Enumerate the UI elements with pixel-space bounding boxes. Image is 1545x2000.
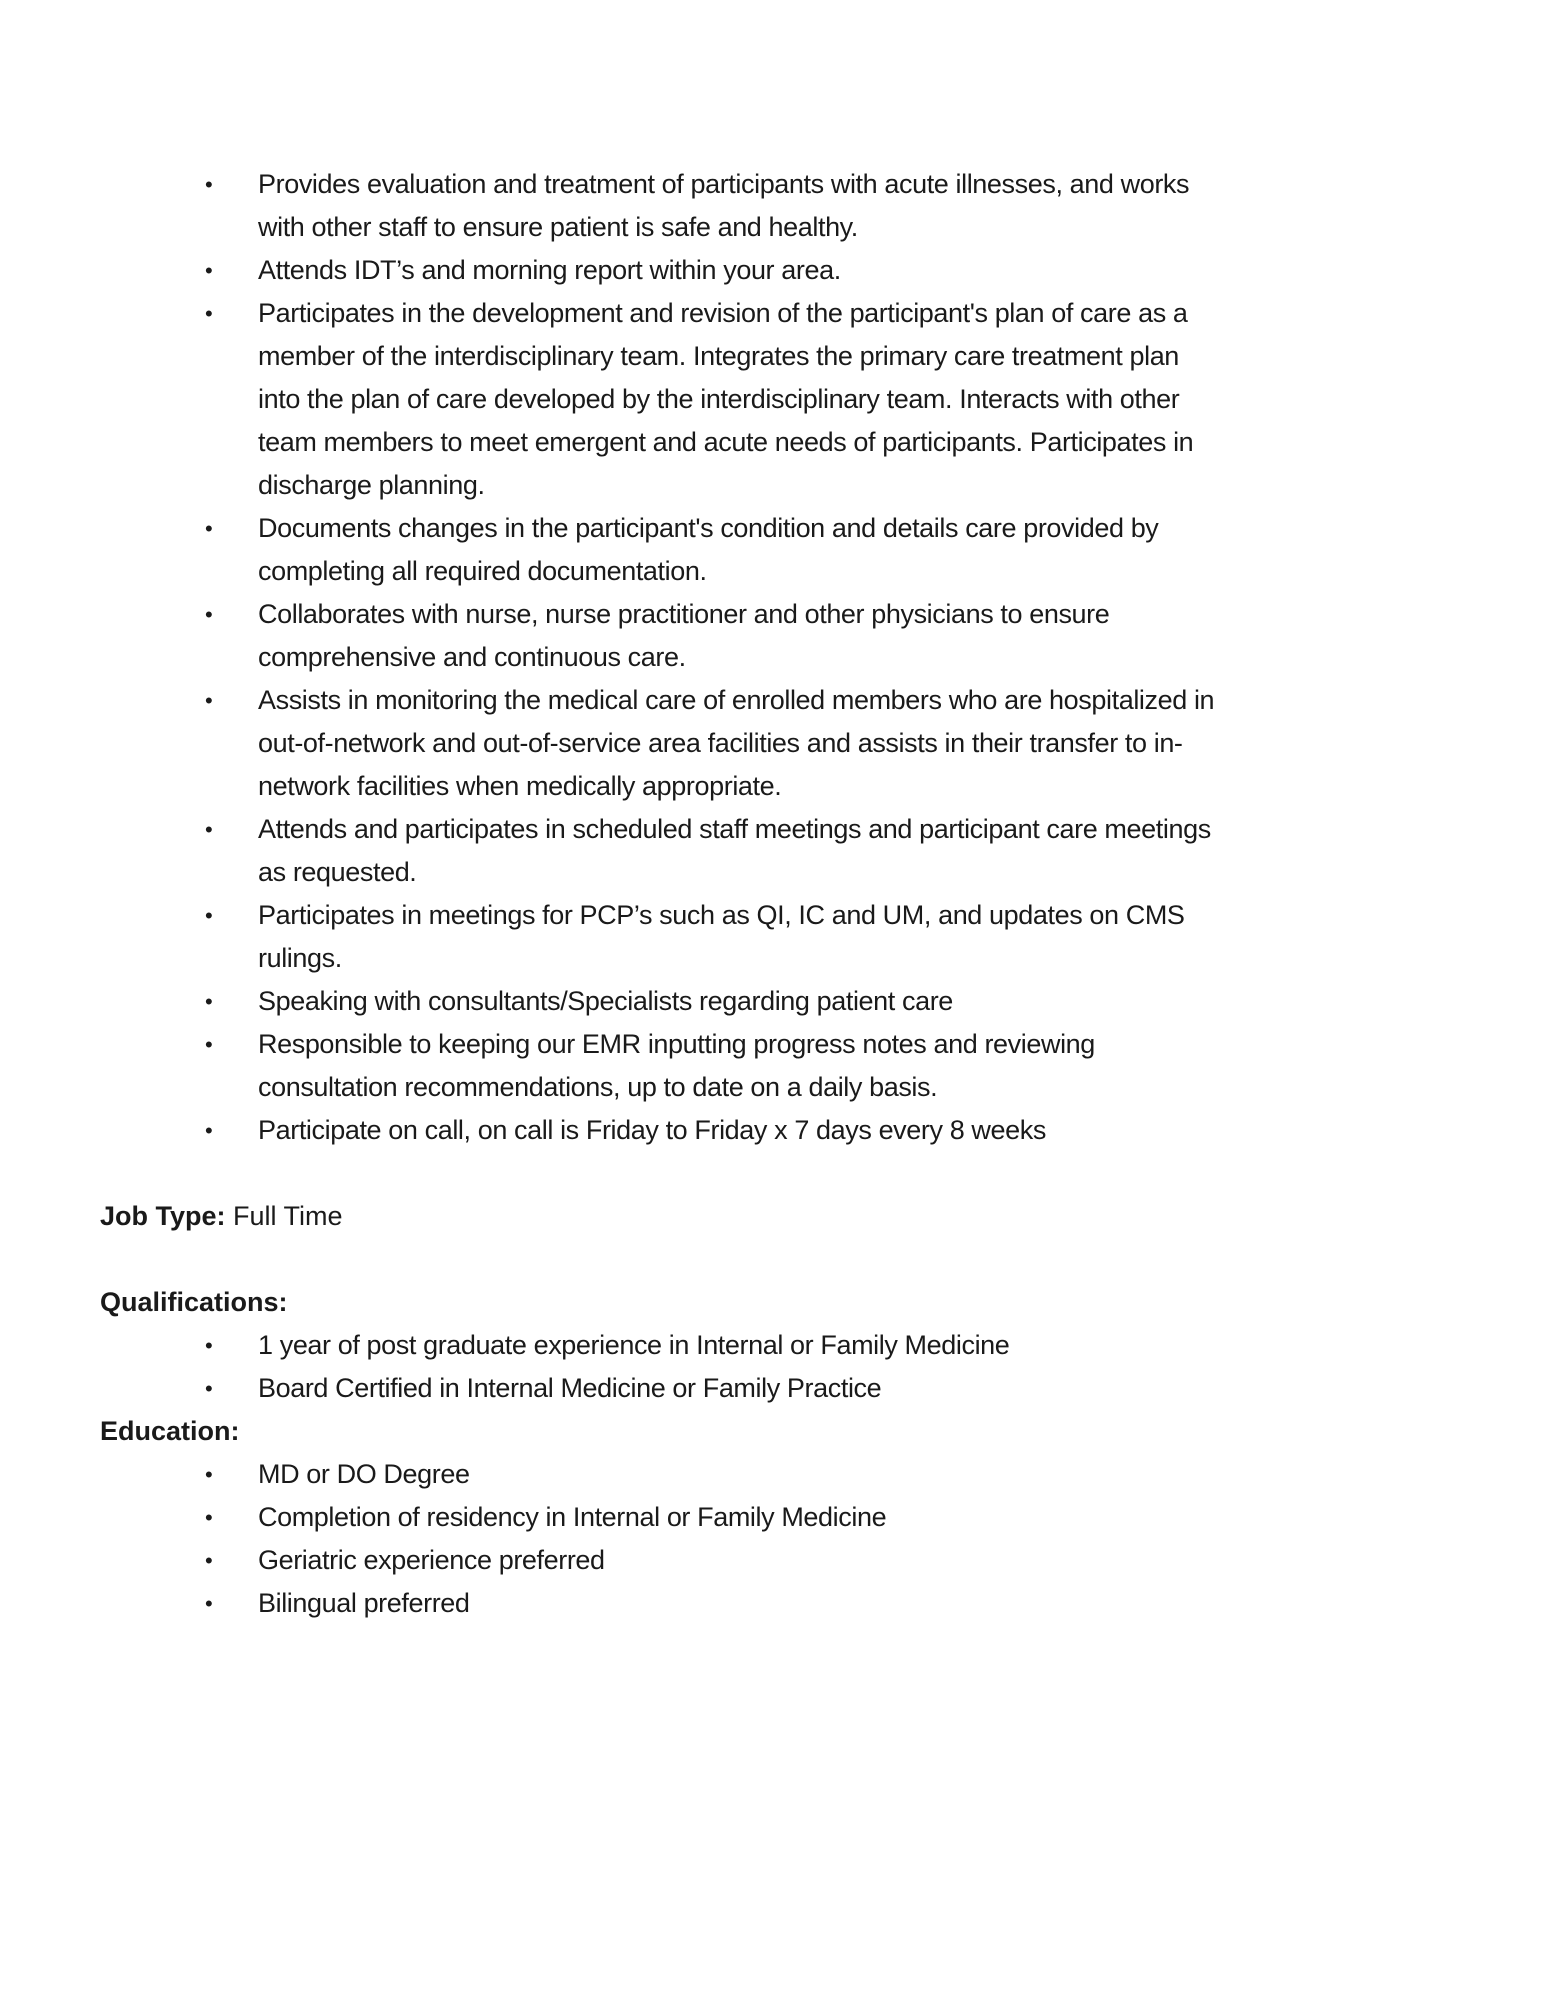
list-item-text: Assists in monitoring the medical care of enrolled members who are hospitalized in: [258, 685, 1215, 715]
responsibilities-list: [0, 163, 1545, 1152]
list-item-text: team members to meet emergent and acute needs of participants. Participates in: [258, 427, 1194, 457]
list-item-text: completing all required documentation.: [258, 556, 707, 586]
list-item-text: Responsible to keeping our EMR inputting progress notes and reviewing: [258, 1029, 1095, 1059]
list-item-text: 1 year of post graduate experience in Internal or Family Medicine: [258, 1330, 1010, 1360]
list-item: [0, 593, 1545, 679]
list-item-text: Participates in the development and revision of the participant's plan of care as a: [258, 298, 1188, 328]
list-item: [0, 1496, 1545, 1539]
list-item-text: Collaborates with nurse, nurse practitioner and other physicians to ensure: [258, 599, 1110, 629]
list-item-text: MD or DO Degree: [258, 1459, 470, 1489]
bullet-icon: •: [205, 172, 213, 197]
bullet-icon: •: [205, 1505, 213, 1530]
bullet-icon: •: [205, 602, 213, 627]
list-item-text: Board Certified in Internal Medicine or Family Practice: [258, 1373, 882, 1403]
document-page: [0, 163, 1545, 1625]
list-item-text: out-of-network and out-of-service area facilities and assists in their transfer to in-: [258, 728, 1183, 758]
education-heading: [100, 1410, 1545, 1453]
list-item: [0, 808, 1545, 894]
list-item-text: Documents changes in the participant's condition and details care provided by: [258, 513, 1159, 543]
list-item: [0, 292, 1545, 507]
list-item-text: Attends and participates in scheduled staff meetings and participant care meetings: [258, 814, 1211, 844]
list-item-text: Bilingual preferred: [258, 1588, 470, 1618]
bullet-icon: •: [205, 817, 213, 842]
qualifications-heading: [100, 1281, 1545, 1324]
list-item: [0, 1367, 1545, 1410]
list-item-text: Geriatric experience preferred: [258, 1545, 605, 1575]
list-item: [0, 507, 1545, 593]
list-item-text: Speaking with consultants/Specialists regarding patient care: [258, 986, 953, 1016]
list-item: [0, 1582, 1545, 1625]
list-item-text: rulings.: [258, 943, 342, 973]
list-item: [0, 894, 1545, 980]
bullet-icon: •: [205, 1548, 213, 1573]
list-item-text: Provides evaluation and treatment of participants with acute illnesses, and works: [258, 169, 1190, 199]
job-type-label: Job Type:: [100, 1201, 226, 1231]
list-item-text: Attends IDT’s and morning report within your area.: [258, 255, 841, 285]
list-item: [0, 1324, 1545, 1367]
list-item-text: Completion of residency in Internal or Family Medicine: [258, 1502, 887, 1532]
list-item: [0, 1453, 1545, 1496]
list-item-text: consultation recommendations, up to date on a daily basis.: [258, 1072, 938, 1102]
bullet-icon: •: [205, 1333, 213, 1358]
list-item: [0, 1539, 1545, 1582]
list-item: [0, 980, 1545, 1023]
list-item-text: as requested.: [258, 857, 417, 887]
job-type-value: Full Time: [225, 1201, 343, 1231]
bullet-icon: •: [205, 1462, 213, 1487]
list-item: [0, 1023, 1545, 1109]
list-item: [0, 1109, 1545, 1152]
bullet-icon: •: [205, 516, 213, 541]
bullet-icon: •: [205, 1591, 213, 1616]
qualifications-list: [0, 1324, 1545, 1410]
list-item-text: Participate on call, on call is Friday to Friday x 7 days every 8 weeks: [258, 1115, 1046, 1145]
bullet-icon: •: [205, 1376, 213, 1401]
bullet-icon: •: [205, 258, 213, 283]
bullet-icon: •: [205, 1118, 213, 1143]
bullet-icon: •: [205, 301, 213, 326]
bullet-icon: •: [205, 989, 213, 1014]
list-item: [0, 163, 1545, 249]
job-type-line: [100, 1195, 1545, 1238]
list-item: [0, 249, 1545, 292]
list-item-text: member of the interdisciplinary team. Integrates the primary care treatment plan: [258, 341, 1179, 371]
list-item-text: network facilities when medically appropriate.: [258, 771, 782, 801]
bullet-icon: •: [205, 903, 213, 928]
list-item-text: into the plan of care developed by the interdisciplinary team. Interacts with other: [258, 384, 1180, 414]
bullet-icon: •: [205, 688, 213, 713]
bullet-icon: •: [205, 1032, 213, 1057]
list-item-text: with other staff to ensure patient is safe and healthy.: [258, 212, 858, 242]
education-label: Education:: [100, 1416, 240, 1446]
list-item: [0, 679, 1545, 808]
education-list: [0, 1453, 1545, 1625]
list-item-text: discharge planning.: [258, 470, 485, 500]
list-item-text: Participates in meetings for PCP’s such as QI, IC and UM, and updates on CMS: [258, 900, 1185, 930]
list-item-text: comprehensive and continuous care.: [258, 642, 686, 672]
qualifications-label: Qualifications:: [100, 1287, 288, 1317]
